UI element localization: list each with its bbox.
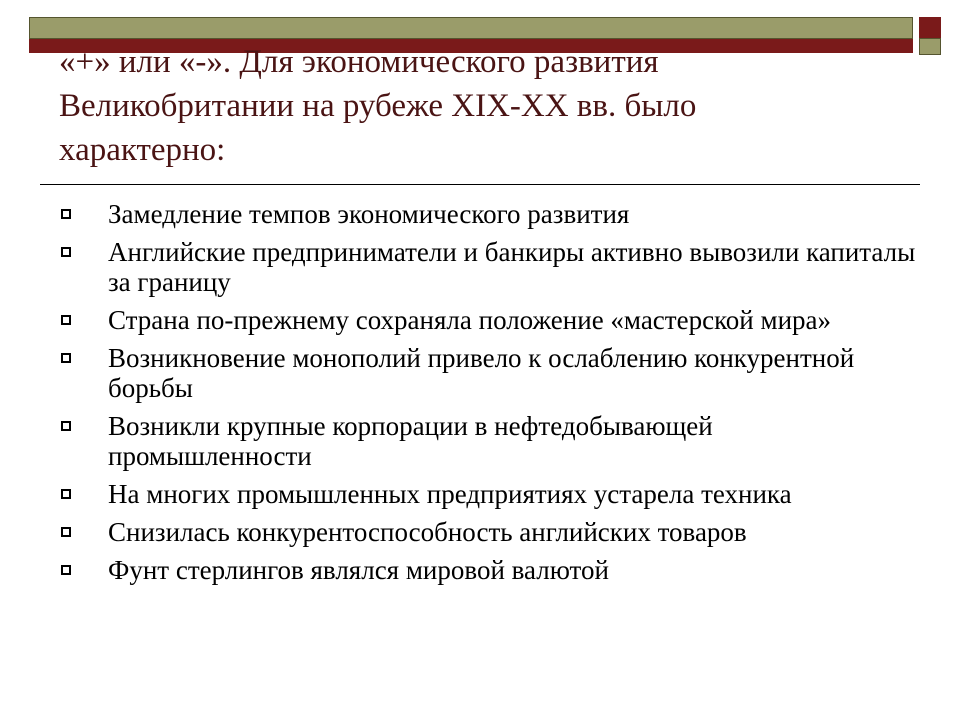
square-bullet-icon xyxy=(61,489,71,499)
bullet-item xyxy=(56,199,916,229)
square-bullet-icon xyxy=(61,247,71,257)
bullet-text: Страна по-прежнему сохраняла положение «мастерской мира» xyxy=(108,305,832,335)
square-bullet-icon xyxy=(61,565,71,575)
title-divider xyxy=(40,184,920,185)
bullet-item xyxy=(56,237,916,297)
decorative-olive-bar xyxy=(29,17,913,39)
title-line: характерно: xyxy=(59,132,226,168)
square-bullet-icon xyxy=(61,353,71,363)
bullet-text: Замедление темпов экономического развития xyxy=(108,199,630,229)
title-line: Великобритании на рубеже XIX-XX вв. было xyxy=(59,88,697,124)
decorative-red-square xyxy=(919,17,941,38)
bullet-text: Возникли крупные корпорации в нефтедобывающей промышленности xyxy=(108,411,713,471)
bullet-list xyxy=(56,199,916,593)
bullet-text: На многих промышленных предприятиях устарела техника xyxy=(108,479,792,509)
bullet-text: Снизилась конкурентоспособность английских товаров xyxy=(108,517,747,547)
square-bullet-icon xyxy=(61,315,71,325)
square-bullet-icon xyxy=(61,527,71,537)
bullet-text: Английские предприниматели и банкиры активно вывозили капиталы за границу xyxy=(108,237,916,297)
bullet-item xyxy=(56,305,916,335)
bullet-text: Возникновение монополий привело к ослаблению конкурентной борьбы xyxy=(108,343,855,403)
square-bullet-icon xyxy=(61,421,71,431)
bullet-text: Фунт стерлингов являлся мировой валютой xyxy=(108,555,609,585)
slide-title xyxy=(59,40,919,172)
bullet-item xyxy=(56,411,916,471)
title-line: «+» или «-». Для экономического развития xyxy=(59,44,659,80)
square-bullet-icon xyxy=(61,209,71,219)
bullet-item xyxy=(56,343,916,403)
bullet-item xyxy=(56,479,916,509)
decorative-olive-square xyxy=(919,38,941,55)
bullet-item xyxy=(56,555,916,585)
bullet-item xyxy=(56,517,916,547)
